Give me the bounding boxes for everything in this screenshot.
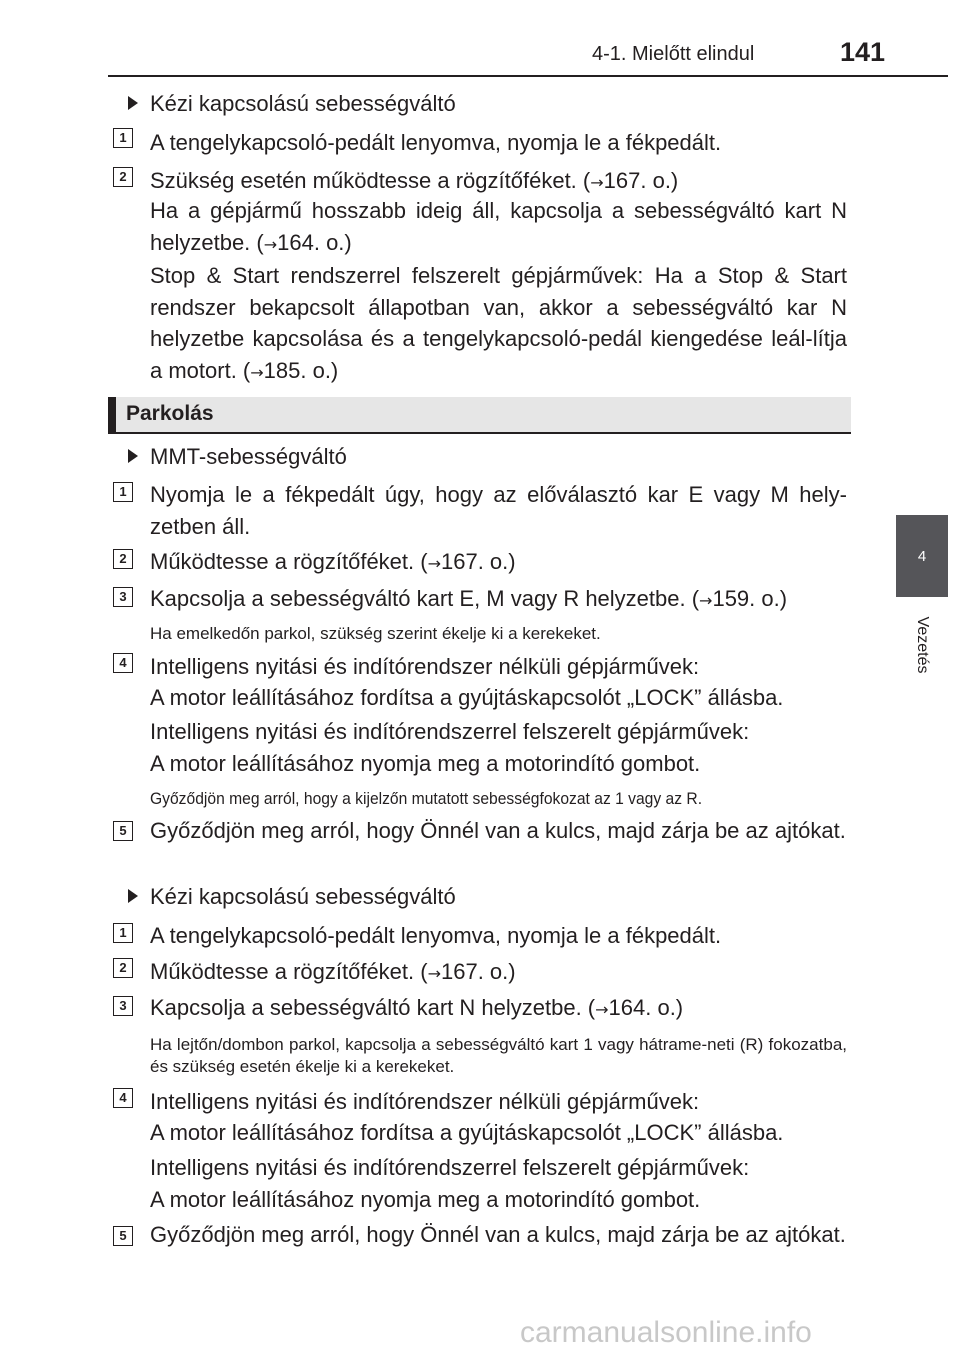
- step-text: A motor leállításához nyomja meg a motorindító gombot.: [150, 1187, 701, 1212]
- step-text: A motor leállításához fordítsa a gyújtáskapcsolót „LOCK” állásba.: [150, 685, 784, 710]
- triangle-bullet-icon: [128, 449, 138, 463]
- step-text: A tengelykapcsoló-pedált lenyomva, nyomja le a fékpedált.: [150, 923, 722, 948]
- step-text: Győződjön meg arról, hogy Önnél van a kulcs, majd zárja be az ajtókat.: [150, 1222, 846, 1247]
- chapter-tab[interactable]: [896, 515, 948, 597]
- page-number: 141: [840, 37, 886, 67]
- step-text: A motor leállításához nyomja meg a motorindító gombot.: [150, 751, 701, 776]
- section-header: [108, 397, 851, 434]
- step-text: Kapcsolja a sebességváltó kart E, M vagy R helyzetbe. (→159. o.): [150, 586, 788, 611]
- step-text: Működtesse a rögzítőféket. (→167. o.): [150, 549, 516, 574]
- step-text: Ha a gépjármű hosszabb ideig áll, kapcsolja a sebességváltó kart N helyzetbe. (→164. o.): [150, 198, 847, 255]
- step-text: A motor leállításához fordítsa a gyújtáskapcsolót „LOCK” állásba.: [150, 1120, 784, 1145]
- step-text: Nyomja le a fékpedált úgy, hogy az előválasztó kar E vagy M hely-zetben áll.: [150, 482, 847, 539]
- triangle-bullet-icon: [128, 889, 138, 903]
- subheading-mmt-transmission: MMT-sebességváltó: [128, 443, 347, 471]
- arrow-icon: →: [699, 591, 713, 610]
- section-header-bar: [108, 397, 116, 434]
- section-title: Parkolás: [126, 402, 214, 425]
- step-text: Győződjön meg arról, hogy Önnél van a kulcs, majd zárja be az ajtókat.: [150, 818, 846, 843]
- triangle-bullet-icon: [128, 96, 138, 110]
- step-text: Intelligens nyitási és indítórendszerrel felszerelt gépjárművek:: [150, 719, 750, 744]
- header-section-title: 4-1. Mielőtt elindul: [592, 43, 755, 65]
- header-rule: [108, 75, 948, 77]
- step-text: A tengelykapcsoló-pedált lenyomva, nyomja le a fékpedált.: [150, 130, 722, 155]
- step-text: Intelligens nyitási és indítórendszer nélküli gépjárművek:: [150, 654, 700, 679]
- step-note: Ha lejtőn/dombon parkol, kapcsolja a sebességváltó kart 1 vagy hátrame-neti (R) fokozatba, és szükség esetén ékelje ki a kerekeket.: [150, 1035, 847, 1076]
- subheading-manual-transmission: Kézi kapcsolású sebességváltó: [128, 90, 456, 118]
- arrow-icon: →: [250, 362, 264, 382]
- arrow-icon: →: [263, 234, 278, 254]
- step-text: Intelligens nyitási és indítórendszerrel felszerelt gépjárművek:: [150, 1155, 750, 1180]
- arrow-icon: →: [595, 1000, 609, 1019]
- step-note: Győződjön meg arról, hogy a kijelzőn mutatott sebességfokozat az 1 vagy az R.: [150, 789, 703, 808]
- step-text: Intelligens nyitási és indítórendszer nélküli gépjárművek:: [150, 1089, 700, 1114]
- step-text: Stop & Start rendszerrel felszerelt gépjárművek: Ha a Stop & Start rendszer bekapcsolt állapotban van, akkor a sebességváltó kar N helyzetbe kapcsolása és a tengelykapcsoló-pedál kiengedése leál-lítja a motort. (→185. o.): [150, 263, 847, 383]
- subheading-manual-transmission: Kézi kapcsolású sebességváltó: [128, 883, 456, 911]
- step-text: Kapcsolja a sebességváltó kart N helyzetbe. (→164. o.): [150, 995, 684, 1020]
- step-note: Ha emelkedőn parkol, szükség szerint ékelje ki a kerekeket.: [150, 624, 601, 643]
- chapter-number: 4: [917, 547, 927, 565]
- arrow-icon: →: [427, 964, 441, 983]
- arrow-icon: →: [427, 554, 441, 573]
- chapter-label: Vezetés: [914, 616, 931, 674]
- watermark: carmanualsonline.info: [520, 1316, 812, 1349]
- step-text: Szükség esetén működtesse a rögzítőféket. (→167. o.): [150, 168, 679, 193]
- arrow-icon: →: [590, 173, 604, 192]
- step-text: Működtesse a rögzítőféket. (→167. o.): [150, 959, 516, 984]
